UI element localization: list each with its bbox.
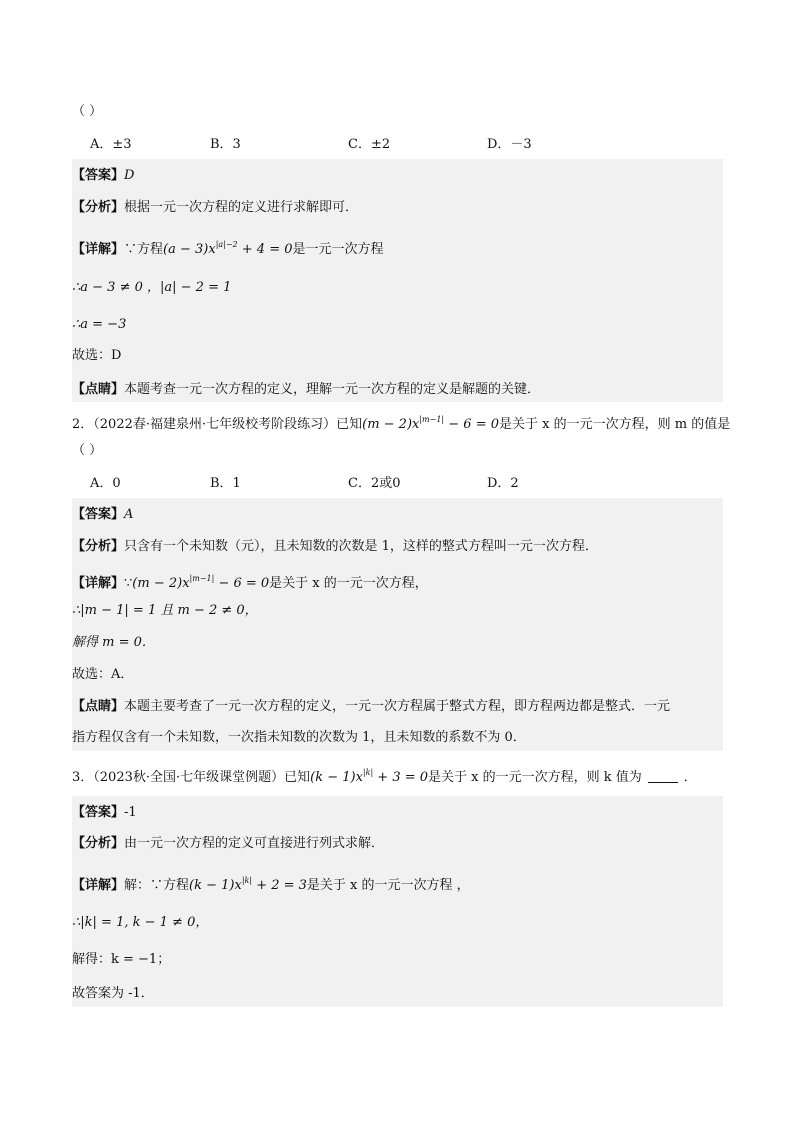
q2-analysis: 【分析】只含有一个未知数（元），且未知数的次数是 1，这样的整式方程叫一元一次方程． [72, 539, 598, 554]
q3-answer-blank [648, 770, 678, 783]
q2-option-d: D．2 [487, 476, 519, 491]
q2-option-c: C．2或0 [348, 476, 401, 491]
q1-choose: 故选：D [72, 348, 122, 363]
q1-detail: 【详解】∵方程$(a - 3)x^{|a|-2} + 4 = 0$是一元一次方程 [72, 240, 384, 257]
q1-answer: 【答案】D [72, 168, 135, 183]
q3-step-2: 解得：k = −1； [72, 952, 171, 967]
q2-comment-line-2: 指方程仅含有一个未知数，一次指未知数的次数为 1，且未知数的系数不为 0． [72, 730, 526, 745]
q1-option-d: D．－3 [487, 137, 532, 152]
q3-answer: 【答案】-1 [72, 805, 137, 820]
q1-option-c: C．±2 [348, 137, 391, 152]
q2-step-2: 解得 m = 0． [72, 635, 155, 650]
q3-final: 故答案为 -1． [72, 986, 154, 1001]
q1-option-b: B．3 [210, 137, 241, 152]
q2-detail: 【详解】∵(m − $2)x^{|m-1|} - 6 = 0$是关于 x 的一元一次方程， [72, 574, 428, 591]
q1-analysis: 【分析】根据一元一次方程的定义进行求解即可． [72, 200, 359, 215]
q1-step-1: ∴a − 3 ≠ 0 ，|a| − 2 = 1 [72, 280, 232, 295]
q3-analysis: 【分析】由一元一次方程的定义可直接进行列式求解． [72, 836, 385, 851]
q3-detail: 【详解】解：∵方程$(k - 1)x^{|k|} + 2 = 3$是关于 x 的一元一次方程 ， [72, 876, 470, 893]
q3-solution-box [72, 796, 723, 1007]
q3-step-1: ∴|k| = 1, k − 1 ≠ 0， [72, 915, 209, 930]
q2-paren: （ ） [72, 443, 103, 458]
q2-option-a: A．0 [90, 476, 121, 491]
q1-paren: （ ） [72, 104, 103, 119]
q1-option-a: A．±3 [90, 137, 132, 152]
q1-comment: 【点睛】本题考查一元一次方程的定义，理解一元一次方程的定义是解题的关键． [72, 382, 541, 397]
q2-comment-line-1: 【点睛】本题主要考查了一元一次方程的定义，一元一次方程属于整式方程，即方程两边都是整式．一元 [72, 699, 671, 714]
q2-option-b: B．1 [210, 476, 241, 491]
q2-answer: 【答案】A [72, 507, 134, 522]
q1-step-2: ∴a = −3 [72, 317, 127, 332]
q2-step-1: ∴|m − 1| = 1 且 m − 2 ≠ 0， [72, 603, 258, 618]
q2-stem: 2．（2022春·福建泉州·七年级校考阶段练习）已知$(m - 2)x^{|m-1|} - 6 = 0$是关于 x 的一元一次方程，则 m 的值是 [72, 415, 731, 432]
q3-stem: 3．（2023秋·全国·七年级课堂例题）已知$(k - 1)x^{|k|} + 3 = 0$是关于 x 的一元一次方程，则 k 值为 ． [72, 768, 697, 785]
q2-choose: 故选：A． [72, 667, 134, 682]
